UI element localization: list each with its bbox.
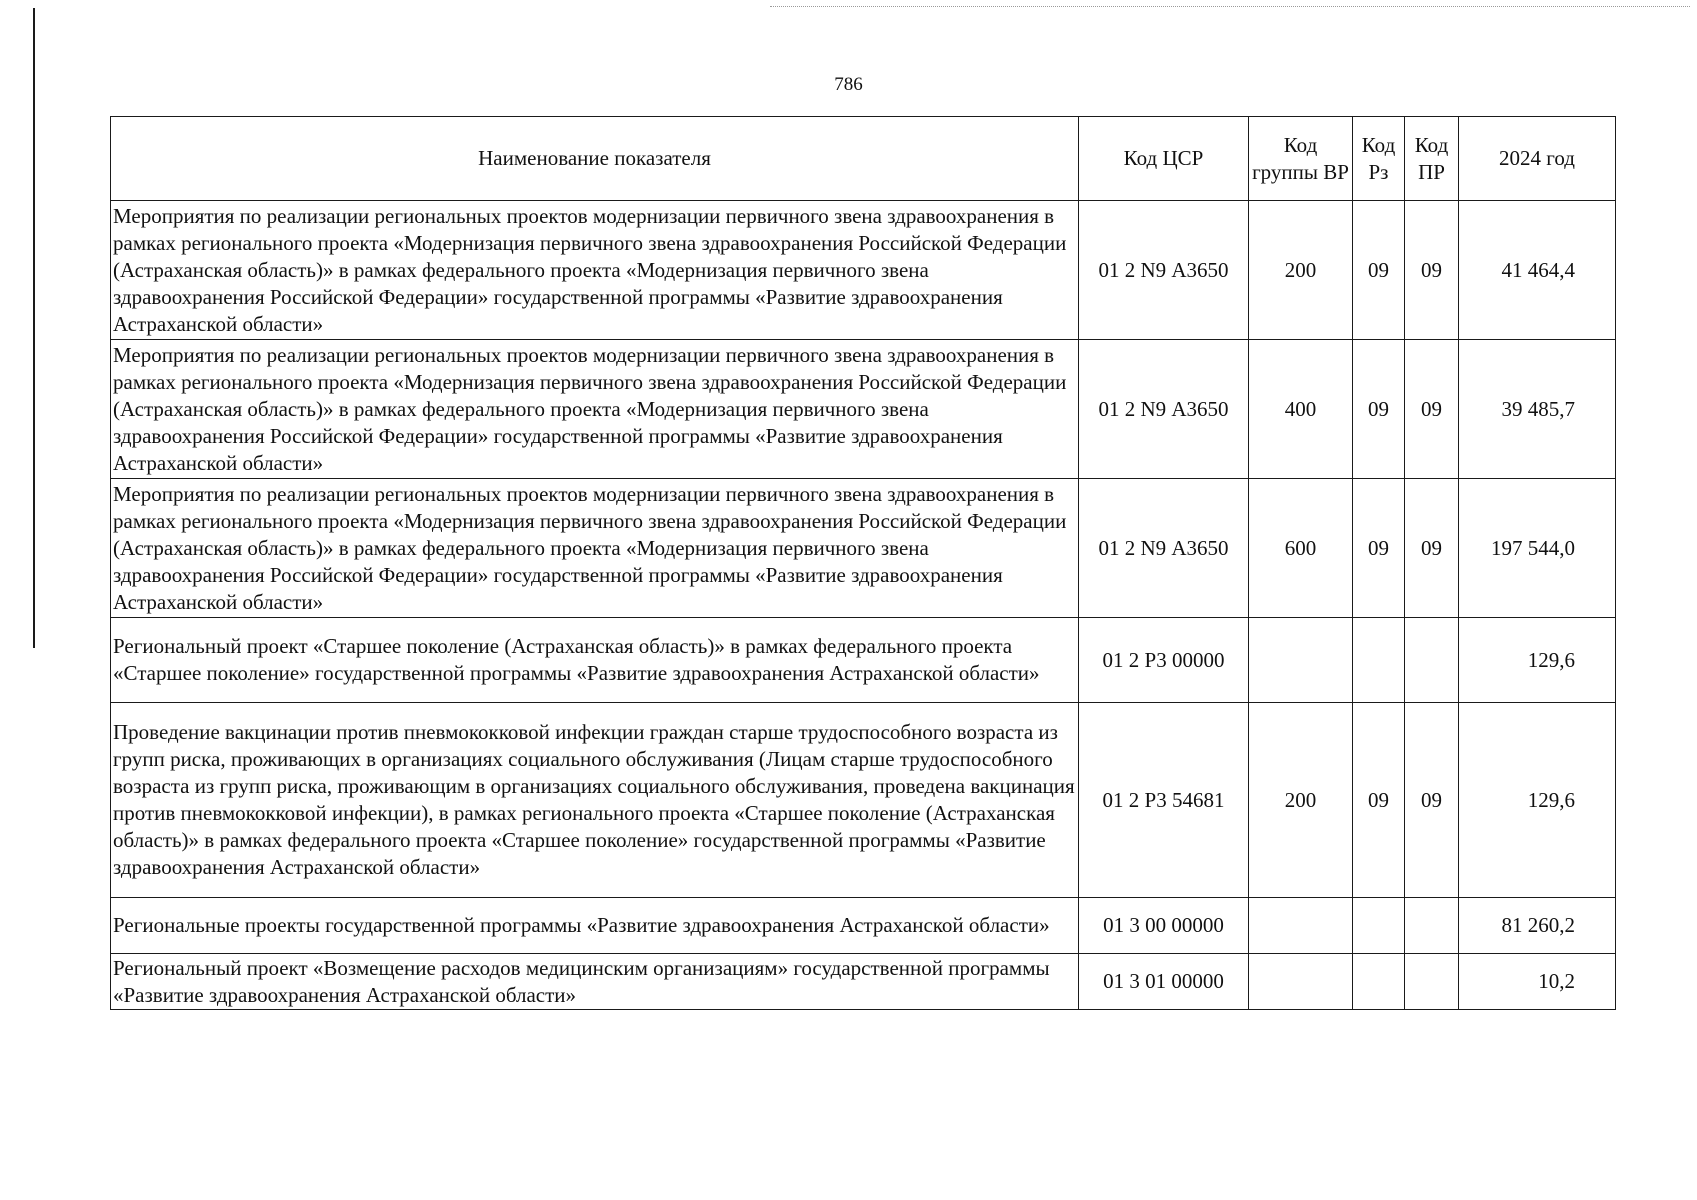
table-header-row bbox=[111, 117, 1616, 201]
row-csr: 01 2 N9 А3650 bbox=[1079, 340, 1249, 479]
row-csr: 01 2 Р3 54681 bbox=[1079, 703, 1249, 898]
row-amount: 129,6 bbox=[1459, 618, 1616, 703]
page-number: 786 bbox=[834, 74, 863, 95]
row-amount: 81 260,2 bbox=[1459, 898, 1616, 954]
budget-table bbox=[110, 116, 1616, 1010]
row-name: Региональный проект «Старшее поколение (Астраханская область)» в рамках федерального проекта «Старшее поколение» государственной программы «Развитие здравоохранения Астраханской области» bbox=[111, 618, 1079, 703]
row-name: Мероприятия по реализации региональных проектов модернизации первичного звена здравоохранения в рамках регионального проекта «Модернизация первичного звена здравоохранения Российской Федерации (Астраханская область)» в рамках федерального проекта «Модернизация первичного звена здравоохранения Российской Федерации» государственной программы «Развитие здравоохранения Астраханской области» bbox=[111, 340, 1079, 479]
row-name: Проведение вакцинации против пневмококковой инфекции граждан старше трудоспособного возраста из групп риска, проживающих в организациях социального обслуживания (Лицам старше трудоспособного возраста из групп риска, проживающим в организациях социального обслуживания, проведена вакцинация против пневмококковой инфекции), в рамках регионального проекта «Старшее поколение (Астраханская область)» в рамках федерального проекта «Старшее поколение» государственной программы «Развитие здравоохранения Астраханской области» bbox=[111, 703, 1079, 898]
row-pr bbox=[1405, 954, 1459, 1010]
table-row bbox=[111, 340, 1616, 479]
row-rz: 09 bbox=[1353, 201, 1405, 340]
row-pr bbox=[1405, 618, 1459, 703]
row-vr bbox=[1249, 898, 1353, 954]
row-amount: 39 485,7 bbox=[1459, 340, 1616, 479]
row-vr bbox=[1249, 954, 1353, 1010]
row-vr: 400 bbox=[1249, 340, 1353, 479]
row-amount: 10,2 bbox=[1459, 954, 1616, 1010]
row-csr: 01 3 00 00000 bbox=[1079, 898, 1249, 954]
row-name: Региональный проект «Возмещение расходов медицинским организациям» государственной программы «Развитие здравоохранения Астраханской области» bbox=[111, 954, 1079, 1010]
row-pr: 09 bbox=[1405, 340, 1459, 479]
row-rz: 09 bbox=[1353, 479, 1405, 618]
header-name: Наименование показателя bbox=[111, 117, 1079, 201]
row-rz bbox=[1353, 898, 1405, 954]
scan-edge-line bbox=[33, 8, 35, 648]
table-row bbox=[111, 703, 1616, 898]
row-amount: 197 544,0 bbox=[1459, 479, 1616, 618]
row-csr: 01 2 N9 А3650 bbox=[1079, 479, 1249, 618]
row-pr bbox=[1405, 898, 1459, 954]
row-vr bbox=[1249, 618, 1353, 703]
header-year: 2024 год bbox=[1459, 117, 1616, 201]
row-name: Мероприятия по реализации региональных проектов модернизации первичного звена здравоохранения в рамках регионального проекта «Модернизация первичного звена здравоохранения Российской Федерации (Астраханская область)» в рамках федерального проекта «Модернизация первичного звена здравоохранения Российской Федерации» государственной программы «Развитие здравоохранения Астраханской области» bbox=[111, 201, 1079, 340]
table-row bbox=[111, 954, 1616, 1010]
header-csr: Код ЦСР bbox=[1079, 117, 1249, 201]
row-csr: 01 2 Р3 00000 bbox=[1079, 618, 1249, 703]
row-rz: 09 bbox=[1353, 340, 1405, 479]
row-pr: 09 bbox=[1405, 703, 1459, 898]
table-row bbox=[111, 201, 1616, 340]
header-vr: Код группы ВР bbox=[1249, 117, 1353, 201]
row-vr: 200 bbox=[1249, 201, 1353, 340]
row-pr: 09 bbox=[1405, 479, 1459, 618]
row-rz bbox=[1353, 954, 1405, 1010]
row-csr: 01 2 N9 А3650 bbox=[1079, 201, 1249, 340]
row-name: Мероприятия по реализации региональных проектов модернизации первичного звена здравоохранения в рамках регионального проекта «Модернизация первичного звена здравоохранения Российской Федерации (Астраханская область)» в рамках федерального проекта «Модернизация первичного звена здравоохранения Российской Федерации» государственной программы «Развитие здравоохранения Астраханской области» bbox=[111, 479, 1079, 618]
table-row bbox=[111, 479, 1616, 618]
header-rz: Код Рз bbox=[1353, 117, 1405, 201]
row-rz bbox=[1353, 618, 1405, 703]
header-pr: Код ПР bbox=[1405, 117, 1459, 201]
row-vr: 600 bbox=[1249, 479, 1353, 618]
row-amount: 129,6 bbox=[1459, 703, 1616, 898]
row-vr: 200 bbox=[1249, 703, 1353, 898]
row-name: Региональные проекты государственной программы «Развитие здравоохранения Астраханской области» bbox=[111, 898, 1079, 954]
row-csr: 01 3 01 00000 bbox=[1079, 954, 1249, 1010]
row-pr: 09 bbox=[1405, 201, 1459, 340]
table-row bbox=[111, 618, 1616, 703]
table-row bbox=[111, 898, 1616, 954]
row-rz: 09 bbox=[1353, 703, 1405, 898]
scan-edge-dots bbox=[770, 6, 1690, 7]
row-amount: 41 464,4 bbox=[1459, 201, 1616, 340]
